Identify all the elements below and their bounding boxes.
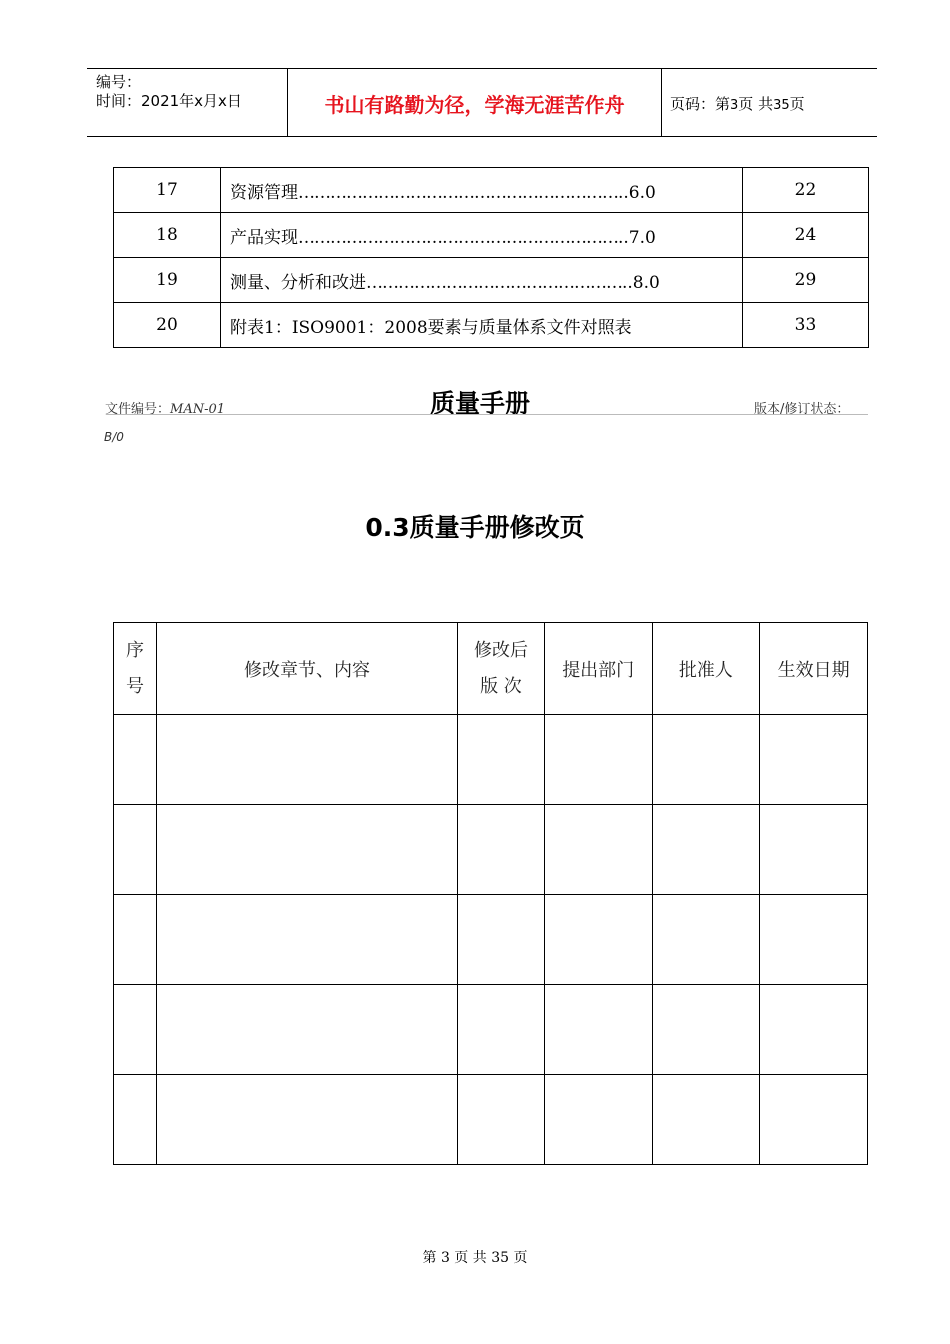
col-sequence-line2: 号 — [125, 675, 144, 697]
toc-page: 22 — [743, 168, 869, 213]
file-number-label: 文件编号： — [105, 402, 171, 417]
cell-approver[interactable] — [652, 1075, 760, 1165]
cell-content[interactable] — [156, 805, 457, 895]
toc-row — [114, 258, 869, 303]
toc-leader: …………………………………………………… — [298, 182, 618, 203]
revision-row — [114, 715, 868, 805]
toc-ref: ..7.0 — [618, 227, 656, 248]
cell-effective-date[interactable] — [760, 985, 868, 1075]
toc-entry[interactable] — [221, 213, 743, 258]
toc-ref: ..6.0 — [618, 182, 656, 203]
cell-department[interactable] — [544, 1075, 652, 1165]
cell-department[interactable] — [544, 895, 652, 985]
revision-table — [113, 622, 868, 1165]
header-page-indicator — [670, 93, 805, 114]
col-approver: 批准人 — [652, 623, 760, 715]
cell-effective-date[interactable] — [760, 895, 868, 985]
page-prefix: 页码：第 — [670, 95, 731, 113]
col-effective-date: 生效日期 — [760, 623, 868, 715]
cell-version[interactable] — [458, 715, 545, 805]
revision-body — [114, 715, 868, 1165]
toc-number: 17 — [114, 168, 221, 213]
header-motto: 书山有路勤为径，学海无涯苦作舟 — [324, 93, 625, 117]
revision-row — [114, 805, 868, 895]
cell-content[interactable] — [156, 1075, 457, 1165]
toc-row — [114, 168, 869, 213]
manual-title: 质量手册 — [430, 389, 531, 418]
col-version-line1: 修改后 — [473, 639, 528, 661]
toc-page: 24 — [743, 213, 869, 258]
revision-row — [114, 895, 868, 985]
toc-title: 附表1：ISO9001：2008要素与质量体系文件对照表 — [230, 317, 632, 338]
toc-entry[interactable] — [221, 258, 743, 303]
toc-page: 29 — [743, 258, 869, 303]
cell-sequence[interactable] — [114, 1075, 157, 1165]
revision-row — [114, 985, 868, 1075]
toc-number: 19 — [114, 258, 221, 303]
toc-leader: …………………………………………………… — [298, 227, 618, 248]
cell-version[interactable] — [458, 895, 545, 985]
page-header — [87, 68, 877, 137]
toc-ref: ..8.0 — [622, 272, 660, 293]
cell-content[interactable] — [156, 985, 457, 1075]
page-footer: 第 3 页 共 35 页 — [422, 1250, 528, 1266]
cell-version[interactable] — [458, 805, 545, 895]
col-sequence — [114, 623, 157, 715]
version-label: 版本/修订状态： — [754, 402, 850, 417]
header-divider — [661, 69, 662, 136]
toc-number: 20 — [114, 303, 221, 348]
cell-sequence[interactable] — [114, 805, 157, 895]
revision-header-row — [114, 623, 868, 715]
cell-version[interactable] — [458, 1075, 545, 1165]
page-number: 3 — [730, 98, 739, 113]
file-number-code: MAN-01 — [170, 402, 226, 417]
cell-content[interactable] — [156, 895, 457, 985]
toc-row — [114, 303, 869, 348]
cell-department[interactable] — [544, 715, 652, 805]
col-content: 修改章节、内容 — [156, 623, 457, 715]
cell-approver[interactable] — [652, 895, 760, 985]
col-sequence-line1: 序 — [125, 639, 144, 661]
toc-number: 18 — [114, 213, 221, 258]
toc-row — [114, 213, 869, 258]
cell-content[interactable] — [156, 715, 457, 805]
toc-title: 测量、分析和改进 — [230, 272, 366, 293]
cell-department[interactable] — [544, 805, 652, 895]
page-total: 35 — [773, 98, 790, 113]
col-version-line2: 版 次 — [480, 675, 522, 697]
cell-sequence[interactable] — [114, 895, 157, 985]
cell-sequence[interactable] — [114, 715, 157, 805]
cell-version[interactable] — [458, 985, 545, 1075]
page-suffix: 页 — [789, 95, 805, 113]
page-mid: 页 共 — [738, 95, 774, 113]
cell-department[interactable] — [544, 985, 652, 1075]
toc-leader: ………………………………………… — [366, 272, 622, 293]
doc-time-label: 时间：2021年x月x日 — [96, 92, 242, 110]
toc-entry[interactable] — [221, 168, 743, 213]
doc-code-label: 编号： — [96, 73, 142, 91]
cell-sequence[interactable] — [114, 985, 157, 1075]
toc-title: 产品实现 — [230, 227, 298, 248]
cell-approver[interactable] — [652, 805, 760, 895]
revision-row — [114, 1075, 868, 1165]
version-code: B/0 — [104, 430, 124, 444]
cell-effective-date[interactable] — [760, 715, 868, 805]
cell-effective-date[interactable] — [760, 1075, 868, 1165]
header-rule — [106, 414, 868, 415]
toc-page: 33 — [743, 303, 869, 348]
toc-table — [113, 167, 869, 348]
toc-entry[interactable] — [221, 303, 743, 348]
section-title: 0.3质量手册修改页 — [365, 513, 585, 542]
cell-approver[interactable] — [652, 715, 760, 805]
cell-approver[interactable] — [652, 985, 760, 1075]
col-version — [458, 623, 545, 715]
toc-title: 资源管理 — [230, 182, 298, 203]
col-department: 提出部门 — [544, 623, 652, 715]
cell-effective-date[interactable] — [760, 805, 868, 895]
